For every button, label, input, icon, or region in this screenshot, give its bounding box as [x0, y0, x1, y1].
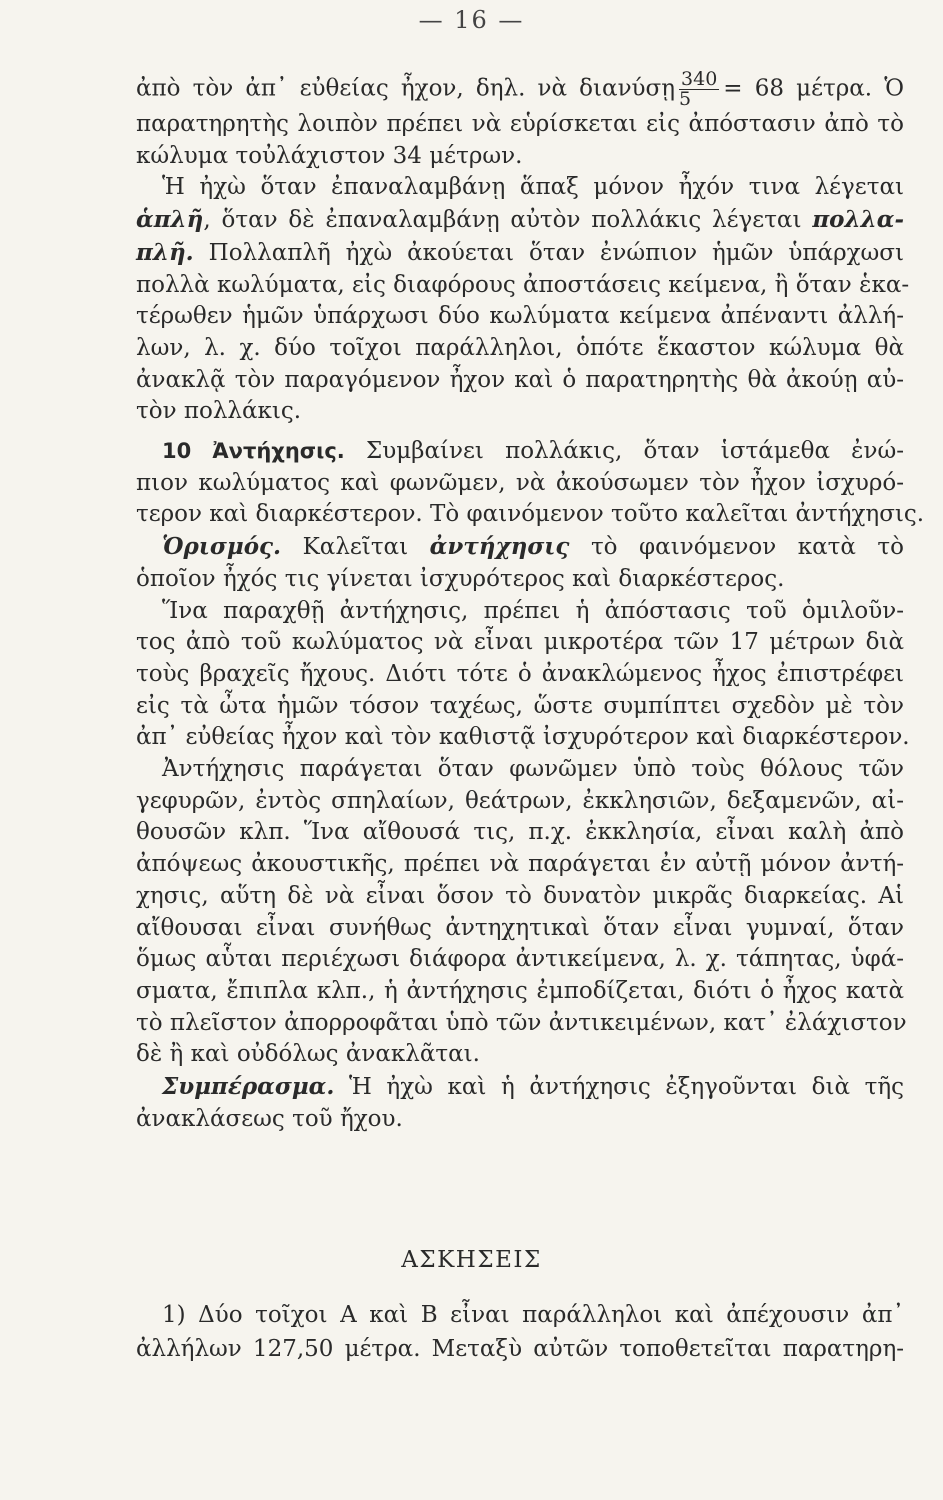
conclusion-label: Συμπέρασμα.: [162, 1073, 335, 1101]
section-heading-reverberation: 10 Ἀντήχησις.: [162, 439, 345, 464]
text-line: γεφυρῶν, ἐντὸς σπηλαίων, θεάτρων, ἐκκλησιῶν, δεξαμενῶν, αἰ-: [136, 787, 904, 814]
paragraph-2: [136, 172, 910, 428]
text-line: [136, 204, 904, 237]
paragraph-6: [136, 754, 907, 1071]
text-line: τος ἀπὸ τοῦ κωλύματος νὰ εἶναι μικροτέρα τῶν 17 μέτρων διὰ: [136, 629, 904, 656]
exercises-heading: ΑΣΚΗΣΕΙΣ: [401, 1247, 542, 1273]
definition-term: ἀντήχησις: [429, 533, 570, 561]
text-line: κώλυμα τοὐλάχιστον 34 μέτρων.: [136, 142, 523, 169]
text-span: Συμβαίνει πολλάκις, ὅταν ἱστάμεθα ἐνώ-: [344, 438, 904, 465]
text-line: δὲ ἢ καὶ οὐδόλως ἀνακλᾶται.: [136, 1041, 480, 1068]
text-line: ἀλλήλων 127,50 μέτρα. Μεταξὺ αὐτῶν τοποθετεῖται παρατηρη-: [136, 1336, 904, 1362]
text-line: χησις, αὕτη δὲ νὰ εἶναι ὅσον τὸ δυνατὸν μικρᾶς διαρκείας. Αἱ: [136, 882, 904, 909]
text-line: παρατηρητὴς λοιπὸν πρέπει νὰ εὑρίσκεται εἰς ἀπόστασιν ἀπὸ τὸ: [136, 111, 904, 137]
text-line: Ἀντήχησις παράγεται ὅταν φωνῶμεν ὑπὸ τοὺς θόλους τῶν: [162, 756, 904, 783]
paragraph-5: [136, 596, 910, 755]
paragraph-conclusion: [136, 1071, 904, 1135]
text-line: λων, λ. χ. δύο τοῖχοι παράλληλοι, ὁπότε ἕκαστον κώλυμα θὰ: [136, 334, 904, 361]
exercise-1: [136, 1298, 904, 1366]
text-span: Ἡ ἠχὼ καὶ ἡ ἀντήχησις ἐξηγοῦνται διὰ τῆς: [334, 1074, 904, 1101]
text-span: , ὅταν δὲ ἐπαναλαμβάνῃ αὐτὸν πολλάκις λέγεται: [203, 207, 802, 234]
text-line: σματα, ἔπιπλα κλπ., ἡ ἀντήχησις ἐμποδίζεται, διότι ὁ ἦχος κατὰ: [136, 977, 904, 1004]
text-line: πολλὰ κωλύματα, εἰς διαφόρους ἀποστάσεις κείμενα, ἢ ὅταν ἑκα-: [136, 271, 910, 298]
page-number: — 16 —: [418, 6, 525, 34]
text-line: ἀπόψεως ἀκουστικῆς, πρέπει νὰ παράγεται ἐν αὐτῇ μόνον ἀντή-: [136, 851, 904, 878]
text-line: Ἡ ἠχὼ ὅταν ἐπαναλαμβάνῃ ἅπαξ μόνον ἦχόν τινα λέγεται: [162, 174, 904, 201]
text-span: Καλεῖται: [281, 534, 430, 561]
text-line: τὸν πολλάκις.: [136, 398, 302, 425]
text-line: θουσῶν κλπ. Ἵνα αἴθουσά τις, π.χ. ἐκκλησία, εἶναι καλὴ ἀπὸ: [136, 819, 904, 846]
definition-label: Ὁρισμός.: [162, 533, 282, 561]
text-line: ὁποῖον ἦχός τις γίνεται ἰσχυρότερος καὶ διαρκέστερος.: [136, 565, 785, 592]
text-line: [136, 70, 904, 109]
body-text: [136, 68, 925, 1136]
text-span: = 68 μέτρα. Ὁ: [723, 75, 904, 102]
paragraph-definition: [136, 531, 904, 595]
term-simple-echo: ἁπλῆ: [136, 206, 204, 234]
text-span: Πολλαπλῆ ἠχὼ ἀκούεται ὅταν ἐνώπιον ἡμῶν ὑπάρχωσι: [193, 239, 904, 266]
text-line: τέρωθεν ἡμῶν ὑπάρχωσι δύο κωλύματα κείμενα ἀπέναντι ἀλλή-: [136, 303, 904, 330]
paragraph-3: [136, 436, 925, 531]
paragraph-1: [136, 70, 904, 172]
term-multiple-echo-end: πλῆ.: [136, 238, 194, 266]
text-span: ἀπὸ τὸν ἀπ᾿ εὐθείας ἦχον, δηλ. νὰ διανύσῃ: [136, 75, 676, 102]
text-line: [136, 436, 904, 468]
text-line: ἀπ᾿ εὐθείας ἦχον καὶ τὸν καθιστᾷ ἰσχυρότερον καὶ διαρκέστερον.: [136, 724, 910, 751]
text-line: Ἵνα παραχθῇ ἀντήχησις, πρέπει ἡ ἀπόστασις τοῦ ὁμιλοῦν-: [162, 597, 904, 624]
text-line: [136, 531, 904, 564]
text-line: ἀνακλᾷ τὸν παραγόμενον ἦχον καὶ ὁ παρατηρητὴς θὰ ἀκούῃ αὐ-: [136, 366, 904, 393]
text-line: πιον κωλύματος καὶ φωνῶμεν, νὰ ἀκούσωμεν τὸν ἦχον ἰσχυρό-: [136, 469, 904, 496]
fraction-numerator: 340: [681, 68, 718, 90]
text-line: [136, 237, 904, 270]
text-span: τὸ φαινόμενον κατὰ τὸ: [569, 534, 904, 561]
text-line: ἀνακλάσεως τοῦ ἤχου.: [136, 1105, 403, 1132]
text-line: ὅμως αὗται περιέχωσι διάφορα ἀντικείμενα, λ. χ. τάπητας, ὑφά-: [136, 946, 904, 973]
text-line: τερον καὶ διαρκέστερον. Τὸ φαινόμενον τοῦτο καλεῖται ἀντήχησις.: [136, 501, 925, 528]
fraction-denominator: 5: [679, 88, 692, 110]
text-line: τὸ πλεῖστον ἀπορροφᾶται ὑπὸ τῶν ἀντικειμένων, κατ᾿ ἐλάχιστον: [136, 1009, 907, 1036]
text-line: 1) Δύο τοῖχοι Α καὶ Β εἶναι παράλληλοι καὶ ἀπέχουσιν ἀπ᾿: [162, 1302, 904, 1328]
text-line: εἰς τὰ ὦτα ἡμῶν τόσον ταχέως, ὥστε συμπίπτει σχεδὸν μὲ τὸν: [136, 692, 904, 719]
text-line: τοὺς βραχεῖς ἤχους. Διότι τότε ὁ ἀνακλώμενος ἦχος ἐπιστρέφει: [136, 660, 904, 687]
fraction: [679, 70, 719, 109]
text-line: [136, 1071, 904, 1104]
text-line: αἴθουσαι εἶναι συνήθως ἀντηχητικαὶ ὅταν εἶναι γυμναί, ὅταν: [136, 914, 904, 941]
term-multiple-echo: πολλα-: [812, 206, 904, 234]
